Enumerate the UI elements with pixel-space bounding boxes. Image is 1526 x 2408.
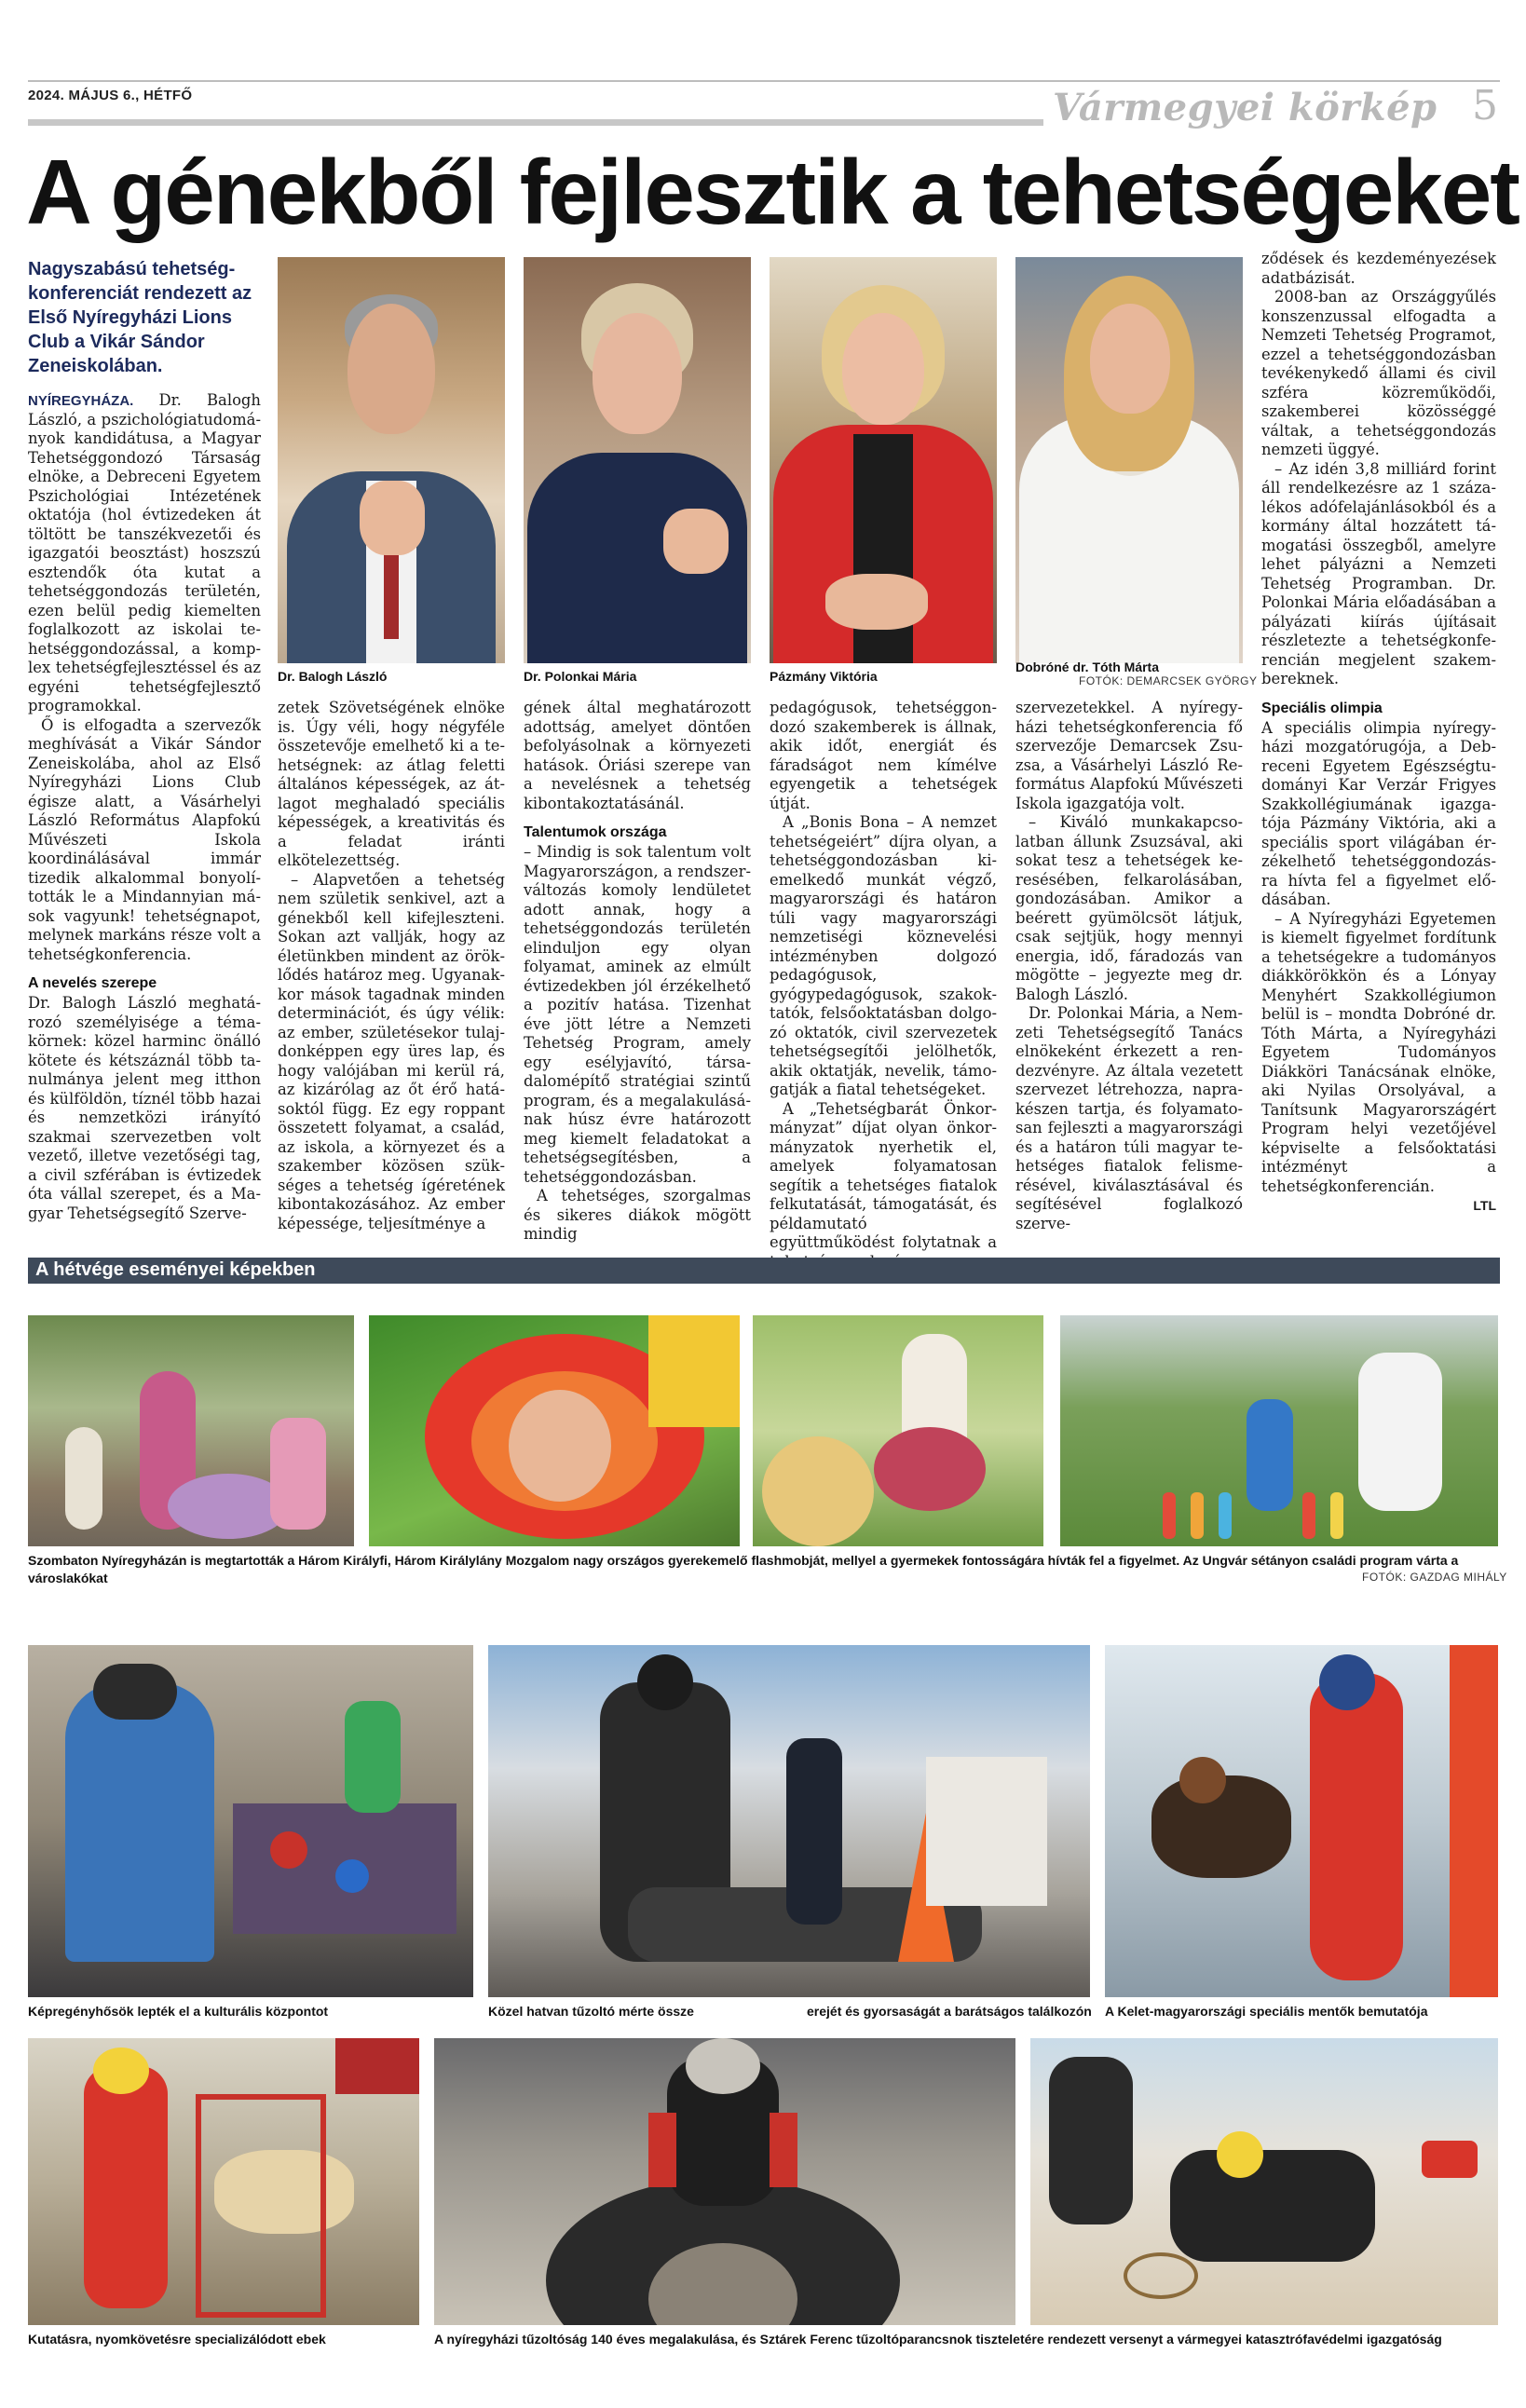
photo-caption: erejét és gyorsaságát a barátságos találkozón bbox=[807, 2004, 1092, 2019]
gallery-caption-row1: Szombaton Nyíregyházán is megtartották a Három Királyfi, Három Királylány Mozgalom nagy országos gyerekemelő flashmobját, mellyel a gyermekek fontosságára hívták fel a figyelmet. Az Ungvár sétányon családi program várta a városlakókat bbox=[28, 1553, 1459, 1585]
paragraph: A „Bonis Bona – A nemzet tehetségeiért” díjra olyan, a tehetséggondozásban kiemelkedő munkát végző, magyarországi és határon túli vagy magyarországi nemzetiségi köznevelési intézményben dolgozó pedagógusok, gyógypedagógusok, szakoktatók, felsőoktatásban dolgozó oktatók, civil szervezetek tehetségsegítői jelölhetők, akik oktatják, nevelik, támogatják a fiatal tehetségeket. bbox=[770, 813, 997, 1098]
photo-caption: Közel hatvan tűzoltó mérte össze bbox=[488, 2004, 694, 2019]
photo-firefighters-competition bbox=[488, 1645, 1090, 1997]
article-lead: Nagyszabású tehetségkonferenciát rendezett az Első Nyíregyházi Lions Club a Vikár Sándor Zeneiskolában. bbox=[28, 259, 252, 376]
section-title: Vármegyei körkép bbox=[1053, 86, 1437, 129]
portrait-photo-pazmany bbox=[770, 257, 997, 663]
header-bar bbox=[28, 119, 1043, 126]
paragraph: – Mindig is sok talentum volt Magyarországon, a rendszerváltozás komoly lendületet adott annak, hogy a tehetséggondozás területén elinduljon egy olyan folyamat, aminek az elmúlt évtizedekben jól érzékelhető a pozitív hatása. Tizenhat éve jött létre a Nemzeti Tehetség Program, amely egy esélyjavító, társadalomépítő stratégiai szintű program, és a megalakulásának húsz évre határozott meg kiemelt feladatokat a tehetségsegítésben, a tehetséggondozásban. bbox=[524, 843, 751, 1186]
photo-bowling-game bbox=[1060, 1315, 1498, 1546]
subheading: Talentumok országa bbox=[524, 824, 667, 840]
portrait-caption: Dr. Balogh László bbox=[278, 669, 388, 684]
photo-child-lifted bbox=[753, 1315, 1043, 1546]
dateline: NYÍREGYHÁZA. bbox=[28, 393, 134, 409]
photo-comic-heroes bbox=[28, 1645, 473, 1997]
photo-caption: A nyíregyházi tűzoltóság 140 éves megalakulása, és Sztárek Ferenc tűzoltóparancsnok tiszteletére rendezett versenyt a vármegyei katasztrófavédelmi igazgatóság bbox=[434, 2332, 1442, 2347]
paragraph: Dr. Balogh László meghatározó személyisége a témakörnek: közel harminc önálló kötete és kétszáznál több tanulmánya jelent meg itthon és külföldön, tíznél több hazai és nemzetközi irányító szakmai szervezetben volt vezető, illetve vezetőségi tag, a civil szférában is évtizedek óta vállal szerepet, és a Magyar Tehetségsegítő Szerve- bbox=[28, 994, 261, 1222]
article-column-3 bbox=[524, 699, 751, 1245]
portrait-caption: Dobróné dr. Tóth Márta bbox=[1015, 660, 1159, 674]
paragraph: – Alapvetően a tehetség nem születik senkivel, azt a génekből kell kifejleszteni. Sokan azt vallják, hogy az életünkben mindent az öröklődés határoz meg. Ugyanakkor mások tagadnak minden determinációt, és úgy vélik: az ember, születésekor tulajdonképpen egy üres lap, és hogy valójában mi kerül rá, az kizárólag az őt érő hatásoktól függ. Ez egy roppant összetett folyamat, a család, az iskola, a környezet és a szakember közösen szükséges a tehetség ígéretének kibontakozásához. Az ember képessége, teljesítménye a bbox=[278, 870, 505, 1232]
article-column-5 bbox=[1015, 699, 1243, 1233]
photo-firefighter-tire bbox=[434, 2038, 1015, 2325]
paragraph: szervezetekkel. A nyíregyházi tehetségkonferencia fő szervezője Demarcsek Zsuzsa, a Vásárhelyi László Református Alapfokú Művészeti Iskola igazgatója volt. bbox=[1015, 699, 1243, 812]
subheading: Speciális olimpia bbox=[1261, 700, 1383, 716]
article-column-1 bbox=[28, 391, 261, 1223]
paragraph: ződések és kezdeményezések adatbázisát. bbox=[1261, 250, 1496, 287]
portrait-photo-polonkai bbox=[524, 257, 751, 663]
portrait-caption: Dr. Polonkai Mária bbox=[524, 669, 637, 684]
paragraph: Dr. Balogh László, a pszichológiatudományok kandidátusa, a Magyar Tehetséggondozó Társaság elnöke, a Debreceni Egyetem Pszichológiai Intézetének oktatója (hol évtizedeken át töltött be tanszékvezetői és igazgatói beosztást) hoszszú esztendők óta kutat a tehetséggondozás területén, ezen belül pedig kiemelten foglalkozott az iskolai tehetséggondozással, a komplex tehetségfejlesztéssel és az egyéni tehetségfejlesztő programokkal. bbox=[28, 391, 261, 714]
subheading: A nevelés szerepe bbox=[28, 975, 157, 991]
photo-search-dogs bbox=[28, 2038, 419, 2325]
photo-caption: A Kelet-magyarországi speciális mentők bemutatója bbox=[1105, 2004, 1428, 2019]
photo-credit: FOTÓK: DEMARCSEK GYÖRGY bbox=[1079, 674, 1258, 687]
paragraph: A speciális olimpia nyíregyházi mozgatórugója, a Debreceni Egyetem Egészségtudományi Kar Verzár Frigyes Szakkollégiumának igazgatója Pázmány Viktória, aki a speciális sport világában érzékelhető tehetséggondozásra hívta fel a figyelmet elődásában. bbox=[1261, 718, 1496, 908]
paragraph: pedagógusok, tehetséggondozó szakemberek is állnak, akik időt, energiát és fáradságot nem kímélve egyengetik a tehetségek útját. bbox=[770, 699, 997, 812]
portrait-caption: Pázmány Viktória bbox=[770, 669, 878, 684]
paragraph: – A Nyíregyházi Egyetemen is kiemelt figyelmet fordítunk a tehetségekre a tudományos diákkörökkön és a Lónyay Menyhért Szakkollégiumon belül is – mondta Dobróné dr. Tóth Márta, a Nyíregyházi Egyetem Tudományos Diákköri Tanácsának elnöke, aki Nyilas Orsolyával, a Tanítsunk Magyarországért Program helyi vezetőjével képviselte a felsőoktatási intézményt a tehetségkonferencián. bbox=[1261, 909, 1496, 1195]
author-signature: LTL bbox=[1473, 1198, 1496, 1213]
paragraph: Dr. Polonkai Mária, a Nemzeti Tehetségsegítő Tanács elnökeként érkezett a rendezvényre. Az általa vezetett szervezet létrehozza, naprakészen tartja, és folyamatosan fejleszti a magyarországi és a határon túli magyar tehetséges fiatalok felismerésével, kiválasztásával és segítésével foglalkozó szerve- bbox=[1015, 1004, 1243, 1232]
paragraph: – Az idén 3,8 milliárd forint áll rendelkezésre az 1 százalékos adófelajánlásokból és a kormány által hozzátett támogatási összegből, amelyre lehet pályázni a Nemzeti Tehetség Programban. Dr. Polonkai Mária előadásában a pályázati kiírás újításait részletezte a tehetségkonferencián megjelent szakembereknek. bbox=[1261, 459, 1496, 687]
photo-firefighter-rope bbox=[1030, 2038, 1498, 2325]
paragraph: A tehetséges, szorgalmas és sikeres diákok mögött mindig bbox=[524, 1187, 751, 1243]
portrait-photo-dobrone bbox=[1015, 257, 1243, 663]
issue-date: 2024. MÁJUS 6., HÉTFŐ bbox=[28, 88, 193, 103]
paragraph: Ő is elfogadta a szervezők meghívását a Vikár Sándor Zeneiskolába, ahol az Első Nyíregyházi Lions Club égisze alatt, a Vásárhelyi László Református Alapfokú Művészeti Iskola koordinálásával immár tizedik alkalommal bonyolították le a Mindannyian mások vagyunk! tehetségnapot, melynek markáns része volt a tehetségkonferencia. bbox=[28, 715, 261, 963]
photo-child-in-tunnel bbox=[369, 1315, 740, 1546]
paragraph: zetek Szövetségének elnöke is. Úgy véli, hogy négyféle összetevője emelhető ki a tehetségnek: az átlag feletti általános képességek, az átlagot meghaladó speciális képességek, a kreativitás és a feladat iránti elkötelezettség. bbox=[278, 699, 505, 869]
article-column-2 bbox=[278, 699, 505, 1233]
photo-caption: Képregényhősök lepték el a kulturális központot bbox=[28, 2004, 329, 2019]
paragraph: A „Tehetségbarát Önkormányzat” díjat olyan önkormányzatok nyerhetik el, amelyek folyamatosan segítik a tehetséges fiatalok felkutatását, támogatását, és példamutató együttműködést folytatnak a bbox=[770, 1099, 997, 1251]
photo-caption: Kutatásra, nyomkövetésre specializálódott ebek bbox=[28, 2332, 326, 2347]
paragraph: gének által meghatározott adottság, amelyet döntően befolyásolnak a környezeti hatások. Óriási szerepe van a nevelésnek a tehetség kibontakoztatásánál. bbox=[524, 699, 751, 812]
article-column-4 bbox=[770, 699, 997, 1272]
gallery-band bbox=[28, 1258, 1500, 1284]
photo-paramedics-demo bbox=[1105, 1645, 1498, 1997]
page-number: 5 bbox=[1472, 82, 1498, 129]
article-column-6 bbox=[1261, 250, 1496, 1213]
paragraph: – Kiváló munkakapcsolatban állunk Zsuzsával, aki sokat tesz a tehetségek keresésében, felkarolásában, gondozásában. Amikor a beérett gyümölcsöt látjuk, csak sejtjük, hogy mennyi energia, idő, fáradozás van mögötte – jegyezte meg dr. Balogh László. bbox=[1015, 813, 1243, 1003]
photo-credit: FOTÓK: GAZDAG MIHÁLY bbox=[1362, 1571, 1507, 1584]
gallery-title: A hétvége eseményei képekben bbox=[35, 1259, 316, 1280]
paragraph: 2008-ban az Országgyűlés konszenzussal elfogadta a Nemzeti Tehetség Programot, ezzel a tehetséggondozásban tevékenykedő állami és civil szféra közreműködői, szakemberei közösséggé váltak, a tehetséggondozás nemzeti üggyé. bbox=[1261, 288, 1496, 458]
header-rule bbox=[28, 80, 1500, 82]
portrait-photo-balogh bbox=[278, 257, 505, 663]
headline: A génekből fejlesztik a tehetségeket bbox=[26, 141, 1519, 243]
photo-flashmob-dancing bbox=[28, 1315, 354, 1546]
